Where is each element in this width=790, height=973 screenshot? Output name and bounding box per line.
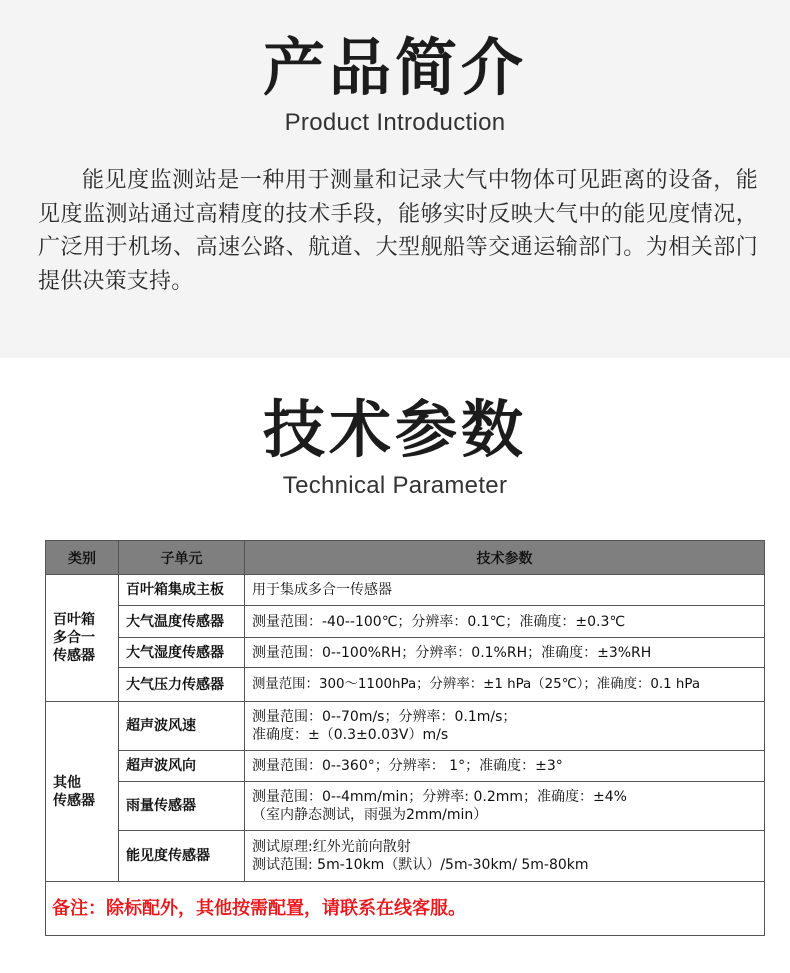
spec-cell <box>245 702 765 751</box>
spec-line: 测试原理:红外光前向散射 <box>252 839 411 855</box>
spec-line: 测量范围：300～1100hPa；分辨率：±1 hPa（25℃）；准确度：0.1 hPa <box>252 676 701 692</box>
subunit-cell: 雨量传感器 <box>119 782 245 831</box>
spec-cell <box>245 782 765 831</box>
subunit-cell: 超声波风速 <box>119 702 245 751</box>
table-row <box>46 638 765 668</box>
params-subtitle: Technical Parameter <box>282 472 508 499</box>
table-row <box>46 751 765 782</box>
header-category: 类别 <box>46 541 119 575</box>
spec-line: （室内静态测试，雨强为2mm/min） <box>252 807 488 823</box>
spec-cell <box>245 751 765 782</box>
spec-line: 测量范围：0--70m/s；分辨率：0.1m/s； <box>252 709 517 725</box>
subunit-cell: 百叶箱集成主板 <box>119 575 245 606</box>
table-row <box>46 575 765 606</box>
subunit-cell: 能见度传感器 <box>119 831 245 882</box>
spec-line: 用于集成多合一传感器 <box>252 582 392 598</box>
category-cell <box>46 702 119 882</box>
table-header-row <box>46 541 765 575</box>
spec-cell <box>245 638 765 668</box>
spec-table <box>45 540 765 936</box>
subunit-cell: 超声波风向 <box>119 751 245 782</box>
table-row <box>46 668 765 702</box>
table-row <box>46 606 765 638</box>
spec-cell <box>245 668 765 702</box>
header-spec: 技术参数 <box>245 541 765 575</box>
category-text: 百叶箱 多合一 传感器 <box>53 612 95 664</box>
spec-line: 测量范围：0--100%RH；分辨率：0.1%RH；准确度：±3%RH <box>252 644 652 661</box>
table-row <box>46 782 765 831</box>
spec-line: 测量范围：0--360°；分辨率： 1°；准确度：±3° <box>252 758 563 774</box>
subunit-cell: 大气压力传感器 <box>119 668 245 702</box>
spec-cell <box>245 606 765 638</box>
spec-line: 测量范围：0--4mm/min；分辨率: 0.2mm；准确度：±4% <box>252 789 627 805</box>
intro-subtitle: Product Introduction <box>284 109 506 136</box>
table-note-row <box>46 882 765 936</box>
spec-line: 测试范围: 5m-10km（默认）/5m-30km/ 5m-80km <box>252 857 589 873</box>
intro-paragraph: 能见度监测站是一种用于测量和记录大气中物体可见距离的设备，能见度监测站通过高精度的技术手段，能够实时反映大气中的能见度情况，广泛用于机场、高速公路、航道、大型舰船等交通运输部门。为相关部门提供决策支持。 <box>38 168 758 294</box>
subunit-cell: 大气湿度传感器 <box>119 638 245 668</box>
product-introduction-section <box>0 0 790 358</box>
header-subunit: 子单元 <box>119 541 245 575</box>
category-text: 其他 传感器 <box>53 774 95 809</box>
spec-cell <box>245 831 765 882</box>
table-row <box>46 831 765 882</box>
intro-title: 产品简介 <box>262 31 527 104</box>
category-cell <box>46 575 119 702</box>
params-title: 技术参数 <box>262 393 527 466</box>
spec-line: 准确度：±（0.3±0.03V）m/s <box>252 727 449 743</box>
subunit-cell: 大气温度传感器 <box>119 606 245 638</box>
spec-cell <box>245 575 765 606</box>
spec-line: 测量范围：-40--100℃；分辨率：0.1℃；准确度：±0.3℃ <box>252 613 626 630</box>
table-note: 备注：除标配外，其他按需配置，请联系在线客服。 <box>46 882 765 936</box>
table-row <box>46 702 765 751</box>
